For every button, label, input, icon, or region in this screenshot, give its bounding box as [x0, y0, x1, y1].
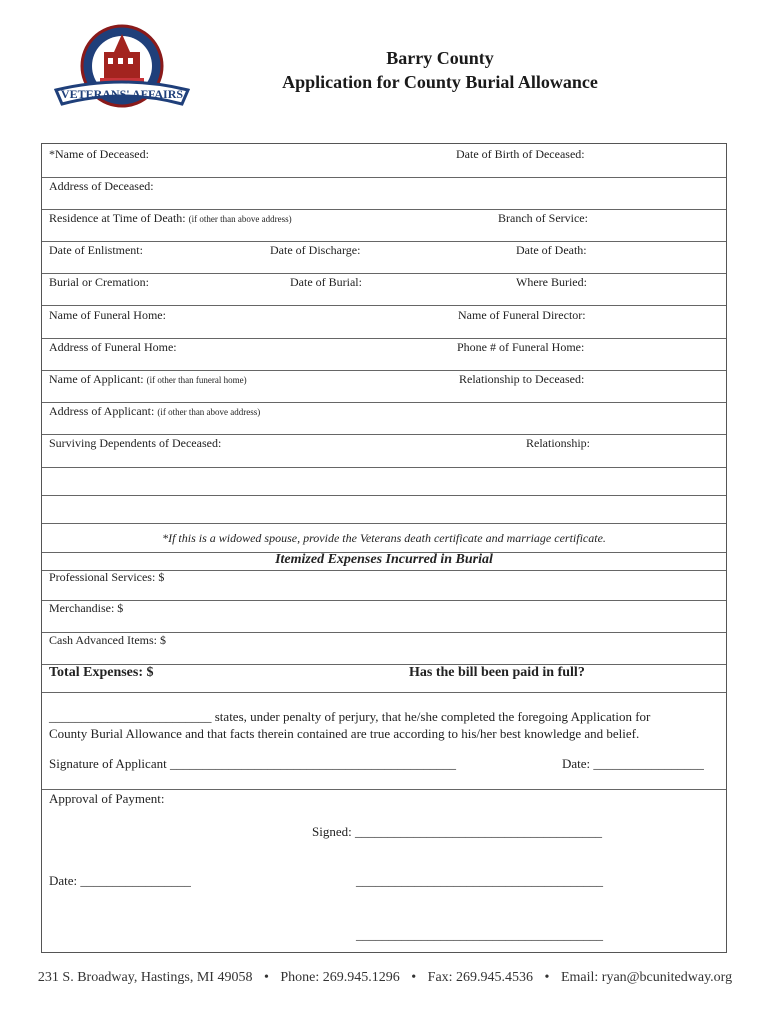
applicant-name-label — [49, 372, 247, 387]
branch-label: Branch of Service: — [498, 211, 588, 225]
footer-address: 231 S. Broadway, Hastings, MI 49058 — [37, 970, 253, 985]
row-funeral-home[interactable] — [42, 305, 726, 339]
applicant-name-text: Name of Applicant: — [49, 372, 144, 386]
declaration-line-2: County Burial Allowance and that facts therein contained are true according to his/her best knowledge and belief. — [49, 726, 640, 741]
applicant-address-text: Address of Applicant: — [49, 404, 155, 418]
residence-label — [49, 211, 292, 226]
declaration-text — [49, 708, 696, 742]
funeral-home-address-label: Address of Funeral Home: — [49, 340, 177, 354]
date-discharge-label: Date of Discharge: — [270, 243, 361, 257]
professional-services-label: Professional Services: $ — [49, 570, 165, 584]
row-funeral-home-address[interactable] — [42, 338, 726, 371]
title-line-1: Barry County — [386, 48, 494, 68]
cash-advanced-label: Cash Advanced Items: $ — [49, 633, 166, 647]
page-footer — [0, 970, 770, 986]
footer-phone: Phone: 269.945.1296 — [280, 970, 400, 985]
applicant-address-note: (if other than above address) — [157, 407, 261, 417]
row-dependents-blank-1[interactable] — [42, 467, 726, 496]
applicant-name-note: (if other than funeral home) — [146, 375, 247, 385]
bill-paid-question: Has the bill been paid in full? — [409, 665, 585, 680]
row-applicant-address[interactable] — [42, 402, 726, 435]
applicant-address-label — [49, 404, 260, 419]
dob-deceased-label: Date of Birth of Deceased: — [456, 147, 585, 161]
approval-date-line[interactable]: Date: _________________ — [49, 873, 191, 888]
relationship-label: Relationship: — [526, 436, 590, 450]
name-deceased-label: *Name of Deceased: — [49, 147, 149, 161]
footer-email[interactable]: Email: ryan@bcunitedway.org — [560, 970, 733, 985]
veterans-affairs-logo — [52, 22, 192, 118]
row-dates[interactable] — [42, 241, 726, 274]
row-applicant[interactable] — [42, 370, 726, 403]
approval-label: Approval of Payment: — [49, 791, 165, 806]
date-death-label: Date of Death: — [516, 243, 587, 257]
date-enlistment-label: Date of Enlistment: — [49, 243, 143, 257]
total-expenses-label: Total Expenses: $ — [49, 665, 154, 680]
row-dependents[interactable] — [42, 434, 726, 468]
residence-note: (if other than above address) — [188, 214, 292, 224]
where-buried-label: Where Buried: — [516, 275, 587, 289]
row-total[interactable] — [42, 664, 726, 693]
funeral-home-phone-label: Phone # of Funeral Home: — [457, 340, 585, 354]
row-address-deceased[interactable] — [42, 177, 726, 210]
residence-text: Residence at Time of Death: — [49, 211, 186, 225]
row-merchandise[interactable] — [42, 600, 726, 633]
row-burial[interactable] — [42, 273, 726, 306]
footer-separator: • — [411, 970, 417, 985]
approval-section — [42, 789, 726, 954]
row-cash-advanced[interactable] — [42, 632, 726, 665]
relationship-deceased-label: Relationship to Deceased: — [459, 372, 585, 386]
footer-separator: • — [544, 970, 550, 985]
applicant-date-line[interactable]: Date: _________________ — [562, 756, 704, 771]
application-form — [41, 143, 727, 953]
footer-fax: Fax: 269.945.4536 — [427, 970, 534, 985]
row-declaration[interactable] — [42, 692, 726, 790]
applicant-signature-line[interactable]: Signature of Applicant ____________________________________________ — [49, 756, 456, 771]
row-dependents-blank-2[interactable] — [42, 495, 726, 524]
approval-line-2[interactable]: ______________________________________ — [356, 873, 603, 888]
page-title — [250, 46, 630, 94]
burial-cremation-label: Burial or Cremation: — [49, 275, 149, 289]
row-expenses-title — [42, 552, 726, 571]
declaration-line-1: _________________________ states, under penalty of perjury, that he/she completed the foregoing Application for — [49, 709, 651, 724]
merchandise-label: Merchandise: $ — [49, 601, 124, 615]
funeral-home-name-label: Name of Funeral Home: — [49, 308, 166, 322]
title-line-2: Application for County Burial Allowance — [282, 72, 598, 92]
row-professional[interactable] — [42, 570, 726, 601]
footer-separator: • — [263, 970, 269, 985]
date-burial-label: Date of Burial: — [290, 275, 362, 289]
expenses-title: Itemized Expenses Incurred in Burial — [275, 552, 493, 567]
funeral-director-label: Name of Funeral Director: — [458, 308, 586, 322]
row-note — [42, 523, 726, 553]
approval-signed-line[interactable]: Signed: ______________________________________ — [312, 824, 602, 839]
surviving-dependents-label: Surviving Dependents of Deceased: — [49, 436, 222, 450]
approval-line-3[interactable]: ______________________________________ — [356, 927, 603, 942]
logo-banner-text: VETERANS' AFFAIRS — [60, 87, 184, 101]
widowed-spouse-note: *If this is a widowed spouse, provide the Veterans death certificate and marriage certificate. — [162, 531, 606, 545]
row-residence[interactable] — [42, 209, 726, 242]
address-deceased-label: Address of Deceased: — [49, 179, 154, 193]
row-name-deceased[interactable] — [42, 144, 726, 178]
